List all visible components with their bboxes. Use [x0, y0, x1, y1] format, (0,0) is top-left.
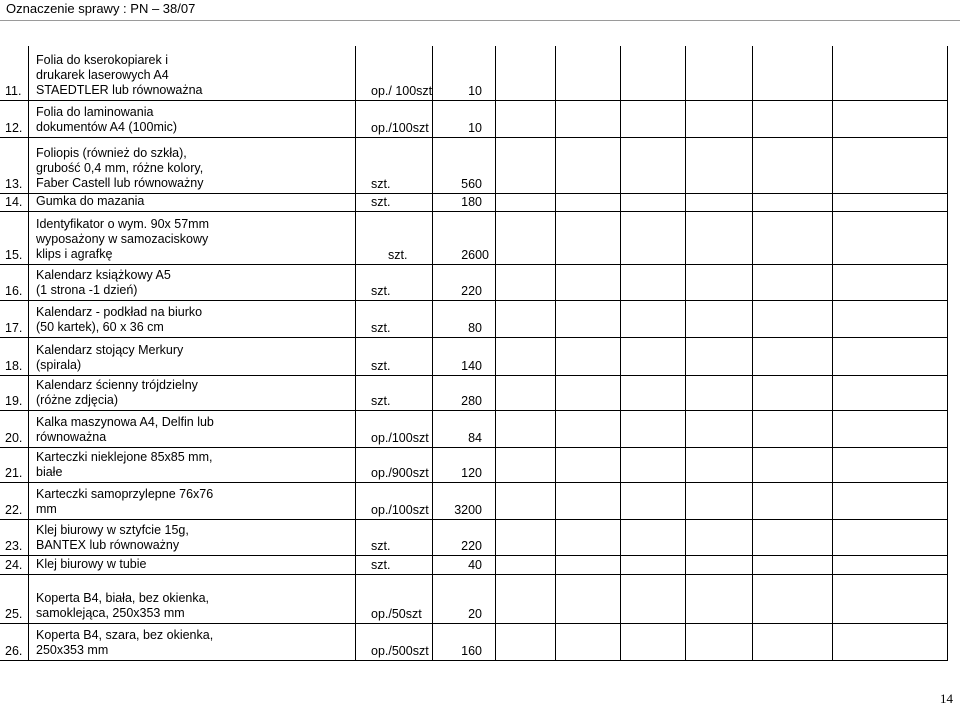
item-unit: op./100szt	[371, 121, 429, 135]
row-divider	[0, 574, 948, 575]
description-line: Identyfikator o wym. 90x 57mm	[36, 217, 209, 231]
description-line: (1 strona -1 dzień)	[36, 283, 138, 297]
table-row	[0, 375, 960, 410]
table-row	[0, 519, 960, 555]
item-quantity: 84	[468, 431, 482, 445]
item-description	[36, 591, 209, 621]
description-line: Gumka do mazania	[36, 194, 145, 208]
item-description	[36, 450, 212, 480]
item-quantity: 220	[461, 284, 482, 298]
row-number: 12.	[5, 121, 23, 135]
item-unit: op./50szt	[371, 607, 422, 621]
item-quantity: 20	[468, 607, 482, 621]
item-description	[36, 343, 183, 373]
item-description	[36, 378, 198, 408]
row-divider	[0, 264, 948, 265]
row-number: 21.	[5, 466, 23, 480]
item-description	[36, 628, 213, 658]
description-line: STAEDTLER lub równoważna	[36, 83, 203, 97]
item-description	[36, 53, 203, 98]
row-number: 11.	[5, 84, 22, 98]
item-description	[36, 415, 214, 445]
row-divider	[0, 375, 948, 376]
description-line: Koperta B4, szara, bez okienka,	[36, 628, 214, 642]
row-number: 23.	[5, 539, 23, 553]
table-row	[0, 410, 960, 447]
description-line: samoklejąca, 250x353 mm	[36, 606, 185, 620]
table-row	[0, 623, 960, 660]
row-number: 24.	[5, 558, 23, 572]
description-line: (50 kartek), 60 x 36 cm	[36, 320, 164, 334]
table-row	[0, 264, 960, 300]
row-divider	[0, 211, 948, 212]
item-unit: op./100szt	[371, 431, 429, 445]
table-row	[0, 100, 960, 137]
item-quantity: 220	[461, 539, 482, 553]
description-line: Kalendarz stojący Merkury	[36, 343, 184, 357]
row-divider	[0, 623, 948, 624]
description-line: równoważna	[36, 430, 107, 444]
description-line: Kalendarz książkowy A5	[36, 268, 171, 282]
item-unit: szt.	[388, 248, 408, 262]
item-description	[36, 523, 189, 553]
item-quantity: 40	[468, 558, 482, 572]
row-number: 13.	[5, 177, 23, 191]
description-line: Klej biurowy w tubie	[36, 557, 147, 571]
item-quantity: 80	[468, 321, 482, 335]
description-line: Karteczki nieklejone 85x85 mm,	[36, 450, 213, 464]
row-divider	[0, 193, 948, 194]
row-divider	[0, 137, 948, 138]
row-divider	[0, 337, 948, 338]
item-unit: szt.	[371, 359, 391, 373]
item-unit: op./ 100szt	[371, 84, 433, 98]
description-line: 250x353 mm	[36, 643, 109, 657]
row-divider	[0, 447, 948, 448]
description-line: (spirala)	[36, 358, 82, 372]
row-divider	[0, 410, 948, 411]
description-line: Koperta B4, biała, bez okienka,	[36, 591, 210, 605]
table-row	[0, 482, 960, 519]
table-row	[0, 584, 960, 623]
description-line: Kalendarz - podkład na biurko	[36, 305, 203, 319]
row-number: 15.	[5, 248, 23, 262]
table-row	[0, 211, 960, 264]
item-description	[36, 217, 209, 262]
item-description	[36, 194, 144, 209]
item-quantity: 160	[461, 644, 482, 658]
item-unit: szt.	[371, 177, 391, 191]
item-quantity: 10	[468, 121, 482, 135]
page-number: 14	[940, 691, 953, 706]
item-unit: szt.	[371, 394, 391, 408]
description-line: (różne zdjęcia)	[36, 393, 118, 407]
row-divider	[0, 300, 948, 301]
item-quantity: 180	[461, 195, 482, 209]
item-description	[36, 557, 146, 572]
item-description	[36, 305, 202, 335]
row-number: 22.	[5, 503, 23, 517]
description-line: wyposażony w samozaciskowy	[36, 232, 209, 246]
description-line: Folia do laminowania	[36, 105, 154, 119]
description-line: dokumentów A4 (100mic)	[36, 120, 178, 134]
row-number: 17.	[5, 321, 23, 335]
item-quantity: 3200	[454, 503, 482, 517]
description-line: Kalendarz ścienny trójdzielny	[36, 378, 198, 392]
item-unit: szt.	[371, 539, 391, 553]
item-description	[36, 487, 213, 517]
description-line: Karteczki samoprzylepne 76x76	[36, 487, 214, 501]
table-row	[0, 447, 960, 482]
item-quantity: 560	[461, 177, 482, 191]
row-number: 26.	[5, 644, 23, 658]
item-description	[36, 105, 177, 135]
case-designation: Oznaczenie sprawy : PN – 38/07	[6, 1, 196, 16]
row-divider	[0, 100, 948, 101]
item-unit: op./500szt	[371, 644, 429, 658]
item-quantity: 140	[461, 359, 482, 373]
description-line: drukarek laserowych A4	[36, 68, 169, 82]
table-row	[0, 555, 960, 574]
description-line: BANTEX lub równoważny	[36, 538, 180, 552]
header-bar	[0, 0, 960, 21]
row-divider	[0, 519, 948, 520]
row-number: 18.	[5, 359, 23, 373]
item-description	[36, 146, 203, 191]
item-quantity: 280	[461, 394, 482, 408]
item-quantity: 10	[468, 84, 482, 98]
item-unit: szt.	[371, 195, 391, 209]
description-line: Klej biurowy w sztyfcie 15g,	[36, 523, 189, 537]
row-number: 14.	[5, 195, 23, 209]
item-unit: szt.	[371, 284, 391, 298]
description-line: grubość 0,4 mm, różne kolory,	[36, 161, 204, 175]
table-row	[0, 337, 960, 375]
description-line: Faber Castell lub równoważny	[36, 176, 204, 190]
description-line: klips i agrafkę	[36, 247, 113, 261]
item-unit: op./900szt	[371, 466, 429, 480]
row-divider	[0, 482, 948, 483]
item-unit: op./100szt	[371, 503, 429, 517]
description-line: białe	[36, 465, 63, 479]
item-unit: szt.	[371, 558, 391, 572]
row-number: 25.	[5, 607, 23, 621]
description-line: Folia do kserokopiarek i	[36, 53, 169, 67]
description-line: Kalka maszynowa A4, Delfin lub	[36, 415, 214, 429]
item-description	[36, 268, 171, 298]
table-row	[0, 300, 960, 337]
row-divider	[0, 660, 948, 661]
row-divider	[0, 555, 948, 556]
description-line: Foliopis (również do szkła),	[36, 146, 187, 160]
item-quantity: 2600	[461, 248, 489, 262]
table-row	[0, 193, 960, 211]
description-line: mm	[36, 502, 57, 516]
row-number: 20.	[5, 431, 23, 445]
item-quantity: 120	[461, 466, 482, 480]
table-row	[0, 137, 960, 193]
table-row	[0, 46, 960, 100]
item-unit: szt.	[371, 321, 391, 335]
row-number: 16.	[5, 284, 23, 298]
row-number: 19.	[5, 394, 23, 408]
